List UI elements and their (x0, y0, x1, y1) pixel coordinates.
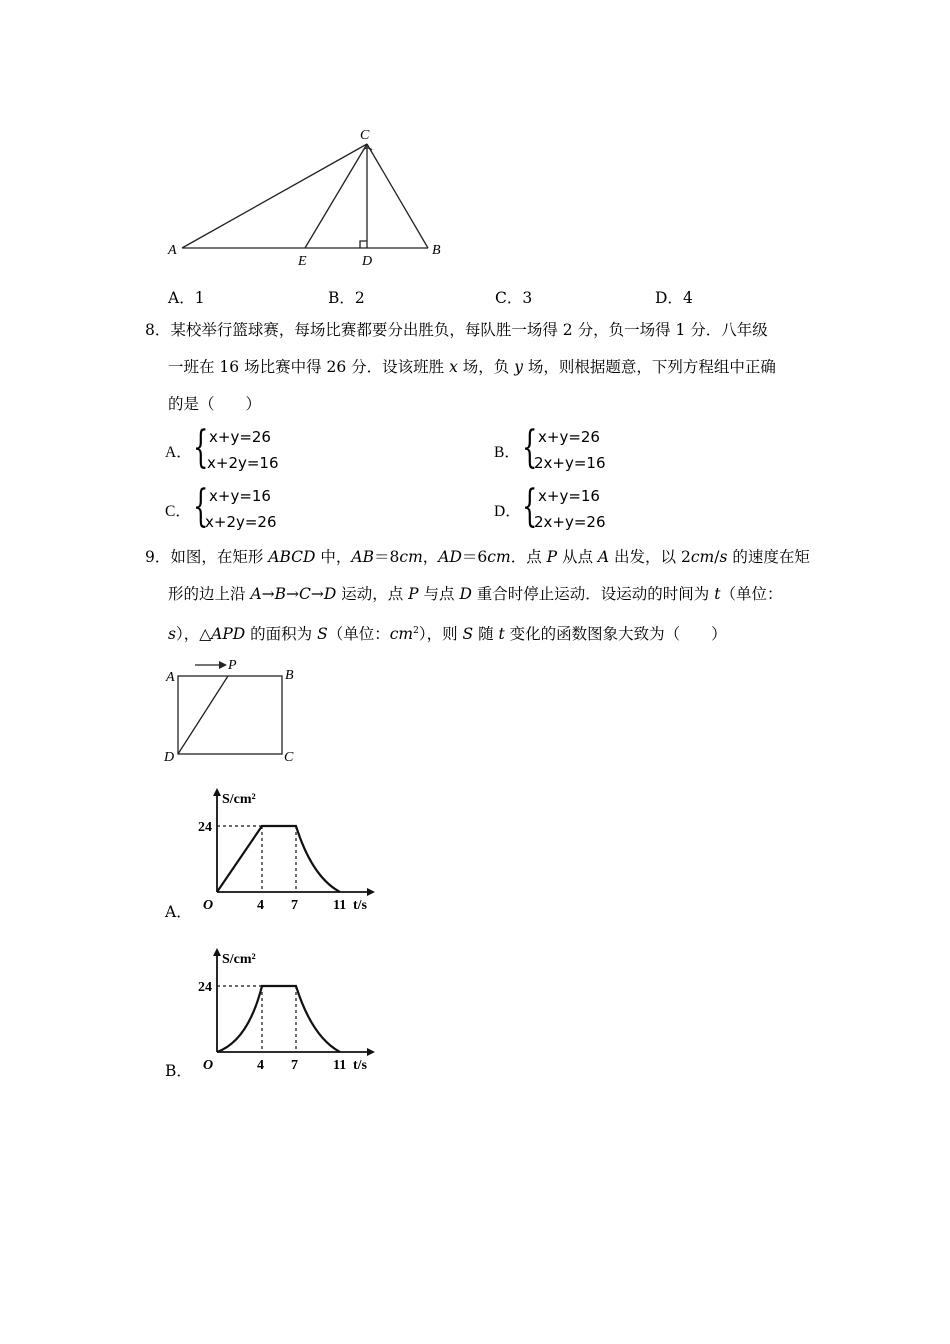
origin-label: O (203, 898, 214, 913)
q9-graph-b[interactable] (190, 945, 390, 1075)
q9-text: / (714, 548, 720, 566)
q9-line-3 (168, 621, 727, 644)
q7-option-b[interactable] (328, 286, 365, 308)
arrow-head-icon (219, 661, 227, 669)
equation-1: x+y=16 (209, 487, 271, 505)
question-number: 8． (145, 321, 171, 339)
q7-option-d[interactable] (655, 286, 693, 308)
brace-icon: { (193, 481, 209, 532)
y-tick-label: 24 (198, 980, 212, 995)
q9-graph-a[interactable] (190, 785, 390, 915)
segment-ac (182, 144, 367, 248)
q9-text: 变化的函数图象大致为（ ） (504, 625, 727, 644)
right-angle-mark (360, 241, 367, 248)
origin-label: O (203, 1058, 214, 1073)
option-value: 4 (682, 289, 693, 307)
equation-1: x+y=26 (538, 428, 600, 446)
q9-text: 随 (473, 625, 499, 644)
var-y: y (514, 358, 523, 376)
q9-text: ），则 (418, 625, 463, 644)
math-var: P (408, 585, 419, 603)
label-b: B (285, 668, 294, 683)
q9-line-1 (145, 547, 810, 567)
q8-option-b[interactable] (494, 424, 654, 476)
brace-icon: { (193, 422, 209, 473)
math-var: P (546, 548, 558, 566)
q7-option-a[interactable] (168, 286, 205, 308)
option-label: A． (165, 444, 192, 461)
equation-2: 2x+y=26 (534, 513, 606, 531)
equation-2: x+2y=16 (207, 454, 279, 472)
math-var: A (597, 548, 610, 566)
segment-ce (305, 144, 367, 248)
math-var: D (459, 585, 472, 603)
q9-text: 重合时停止运动．设运动的时间为 (471, 585, 715, 603)
option-value: 2 (354, 289, 365, 307)
segment-bc (367, 144, 428, 248)
label-a: A (168, 243, 177, 258)
y-axis-label: S/cm² (222, 792, 256, 807)
segment-dp (178, 676, 228, 754)
math-var: cm (389, 625, 414, 644)
math-var: S (462, 625, 474, 644)
math-var: t (498, 625, 505, 644)
x-tick-label: 4 (257, 1058, 264, 1073)
option-label: C． (495, 289, 523, 307)
q8-text: 一班在 16 场比赛中得 26 分．设该班胜 (168, 358, 450, 376)
x-tick-label: 11 (333, 1058, 347, 1073)
graph-curve (217, 826, 340, 892)
q9-rectangle-figure (160, 655, 310, 770)
x-axis-arrow-icon (367, 1048, 375, 1056)
math-var: t (714, 585, 721, 603)
q8-text: 场，则根据题意，下列方程组中正确 (522, 358, 776, 376)
y-axis-arrow-icon (213, 948, 221, 956)
option-value: 1 (194, 289, 205, 307)
q9-text: 运动，点 (336, 585, 409, 603)
math-var: AB (351, 548, 375, 566)
q8-option-d[interactable] (494, 483, 654, 535)
q9-text: （单位： (720, 585, 783, 603)
math-var: S (317, 625, 328, 644)
math-var: s (719, 548, 728, 566)
label-d: D (362, 254, 373, 269)
equation-2: x+2y=26 (205, 513, 277, 531)
math-var: s (168, 625, 176, 644)
q9-text: 的面积为 (245, 625, 318, 644)
label-e: E (298, 254, 307, 269)
q9-text: ．点 (510, 548, 547, 566)
q9-text: 如图，在矩形 (170, 548, 269, 566)
x-axis-label: t/s (353, 1058, 367, 1073)
label-b: B (432, 243, 441, 258)
brace-icon: { (522, 481, 538, 532)
q8-option-a[interactable] (165, 424, 325, 476)
option-label: D． (494, 503, 521, 520)
math-var: AD (438, 548, 462, 566)
graph-curve (217, 986, 340, 1052)
math-var: A→B→C→D (250, 585, 337, 603)
option-label: A． (168, 289, 195, 307)
q7-option-c[interactable] (495, 286, 532, 308)
option-label: B． (328, 289, 355, 307)
q9-text: 出发，以 2 (609, 548, 691, 566)
x-axis-arrow-icon (367, 888, 375, 896)
q9-text: 从点 (557, 548, 598, 566)
equation-2: 2x+y=16 (534, 454, 606, 472)
option-value: 3 (522, 289, 533, 307)
equation-1: x+y=26 (209, 428, 271, 446)
q9-text: ＝6 (461, 548, 488, 566)
option-label: C． (165, 503, 191, 520)
q8-text: 某校举行篮球赛，每场比赛都要分出胜负，每队胜一场得 2 分，负一场得 1 分．八年级 (170, 321, 768, 339)
y-axis-arrow-icon (213, 788, 221, 796)
q9-text: 中， (315, 548, 352, 566)
q9-text: 与点 (418, 585, 460, 603)
q9-text: ＝8 (374, 548, 400, 566)
x-tick-label: 11 (333, 898, 347, 913)
label-p: P (228, 658, 237, 673)
q8-text: 场，负 (457, 358, 515, 376)
x-axis-label: t/s (353, 898, 367, 913)
q7-triangle-figure (160, 120, 460, 270)
q8-line-1 (145, 320, 768, 340)
q8-line-3: 的是（ ） (168, 395, 262, 413)
var-x: x (449, 358, 458, 376)
math-var: cm (487, 548, 511, 566)
y-tick-label: 24 (198, 820, 212, 835)
label-c: C (360, 128, 370, 143)
q9-text: 的速度在矩 (727, 548, 810, 566)
q9-text: 形的边上沿 (168, 585, 251, 603)
q9-text: （单位： (327, 625, 390, 644)
math-var: cm (399, 548, 423, 566)
q8-option-c[interactable] (165, 483, 325, 535)
q9-line-2 (168, 584, 782, 604)
q9-option-a-label[interactable]: A． (165, 903, 192, 921)
option-label: D． (655, 289, 683, 307)
label-a: A (166, 670, 175, 685)
brace-icon: { (522, 422, 538, 473)
math-var: ABCD (268, 548, 316, 566)
y-axis-label: S/cm² (222, 952, 256, 967)
label-d: D (164, 750, 175, 765)
superscript: 2 (413, 626, 419, 636)
question-number: 9． (145, 548, 171, 566)
q9-text: ， (422, 548, 439, 566)
q9-text: ），△ (175, 625, 212, 644)
q8-line-2 (168, 357, 776, 377)
equation-1: x+y=16 (538, 487, 600, 505)
x-tick-label: 4 (257, 898, 264, 913)
label-c: C (284, 750, 294, 765)
x-tick-label: 7 (291, 1058, 298, 1073)
q9-option-b-label[interactable]: B． (165, 1062, 192, 1080)
rectangle-abcd (178, 676, 282, 754)
math-var: APD (211, 625, 246, 644)
option-label: B． (494, 444, 520, 461)
math-var: cm (690, 548, 715, 566)
x-tick-label: 7 (291, 898, 298, 913)
